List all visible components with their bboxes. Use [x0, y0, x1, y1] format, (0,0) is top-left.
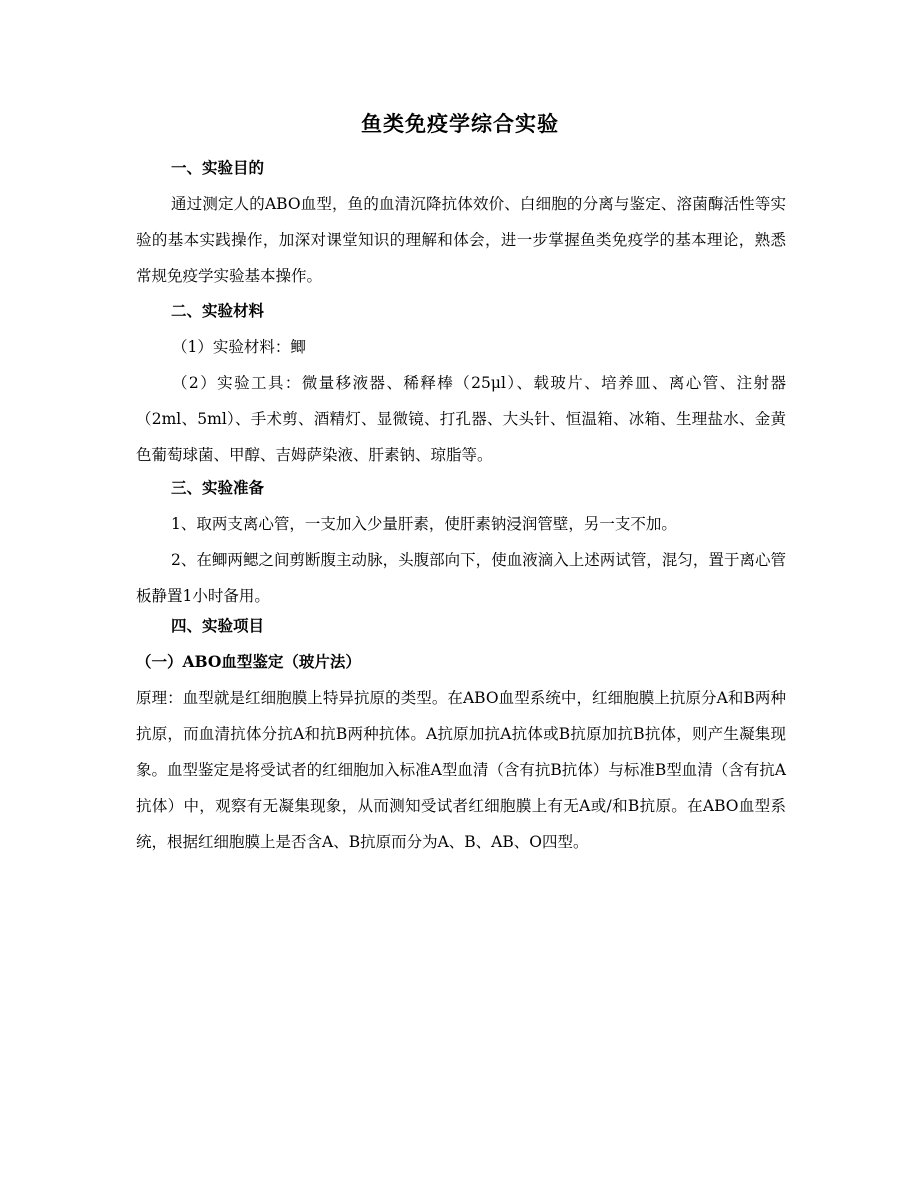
section-heading-projects: 四、实验项目 — [171, 616, 265, 635]
section-projects — [136, 608, 786, 860]
section-materials — [136, 293, 786, 473]
section-heading-purpose: 一、实验目的 — [171, 158, 265, 177]
preparation-step-1: 1、取两支离心管，一支加入少量肝素，使肝素钠浸润管壁，另一支不加。 — [171, 515, 677, 533]
preparation-step-2: 2、在鲫两鳃之间剪断腹主动脉，头腹部向下，使血液滴入上述两试管，混匀，置于离心管板静置1小时备用。 — [136, 551, 786, 605]
materials-item-1: （1）实验材料：鲫 — [172, 338, 306, 356]
purpose-paragraph: 通过测定人的ABO血型，鱼的血清沉降抗体效价、白细胞的分离与鉴定、溶菌酶活性等实验的基本实践操作，加深对课堂知识的理解和体会，进一步掌握鱼类免疫学的基本理论，熟悉常规免疫学实验基本操作。 — [136, 195, 786, 285]
section-heading-preparation: 三、实验准备 — [171, 478, 265, 497]
materials-item-2: （2）实验工具：微量移液器、稀释棒（25μl）、载玻片、培养皿、离心管、注射器（2ml、5ml）、手术剪、酒精灯、显微镜、打孔器、大头针、恒温箱、冰箱、生理盐水、金黄色葡萄球菌、甲醇、吉姆萨染液、肝素钠、琼脂等。 — [136, 374, 786, 464]
section-preparation — [136, 470, 786, 614]
abo-principle-paragraph: 原理：血型就是红细胞膜上特异抗原的类型。在ABO血型系统中，红细胞膜上抗原分A和B两种抗原，而血清抗体分抗A和抗B两种抗体。A抗原加抗A抗体或B抗原加抗B抗体，则产生凝集现象。血型鉴定是将受试者的红细胞加入标准A型血清（含有抗B抗体）与标准B型血清（含有抗A抗体）中，观察有无凝集现象，从而测知受试者红细胞膜上有无A或/和B抗原。在ABO血型系统，根据红细胞膜上是否含A、B抗原而分为A、B、AB、O四型。 — [136, 689, 786, 851]
section-heading-materials: 二、实验材料 — [171, 301, 265, 320]
section-purpose — [136, 150, 786, 294]
document-title: 鱼类免疫学综合实验 — [361, 111, 559, 136]
abo-subheading: （一）ABO血型鉴定（玻片法） — [136, 652, 361, 671]
